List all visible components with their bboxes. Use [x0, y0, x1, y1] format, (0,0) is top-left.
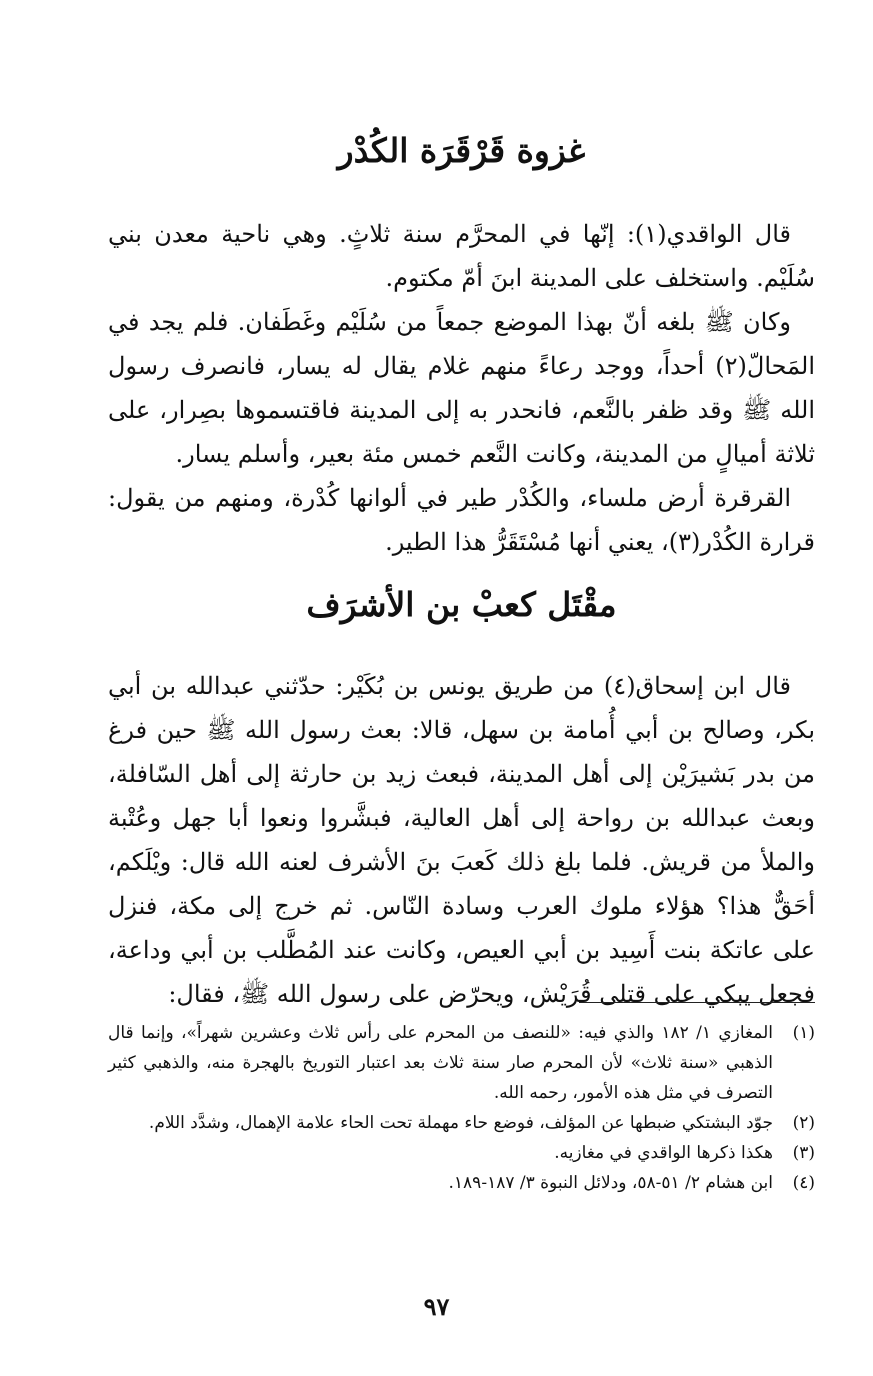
footnote-number: (٢) — [792, 1113, 815, 1133]
footnotes — [108, 1018, 815, 1198]
footnote-item — [108, 1138, 815, 1168]
section-body-qarqarat-al-kudr — [108, 212, 815, 564]
paragraph: وكان ﷺ بلغه أنّ بهذا الموضع جمعاً من سُلَيْم وغَطَفان. فلم يجد في المَحالّ(٢) أحداً، ووجد رعاءً منهم غلام يقال له يسار، فانصرف رسول الله ﷺ وقد ظفر بالنَّعم، فانحدر به إلى المدينة فاقتسموها بصِرار، على ثلاثة أميالٍ من المدينة، وكانت النَّعم خمس مئة بعير، وأسلم يسار. — [108, 308, 815, 468]
footnote-divider — [579, 1002, 815, 1003]
footnote-text: هكذا ذكرها الواقدي في مغازيه. — [554, 1143, 773, 1163]
page-number: ٩٧ — [423, 1292, 450, 1321]
footnote-item — [108, 1018, 815, 1108]
footnote-text: ابن هشام ٢/ ٥١-٥٨، ودلائل النبوة ٣/ ١٨٧-١٨٩. — [448, 1173, 773, 1193]
section-body-kaab-bin-al-ashraf — [108, 664, 815, 1016]
footnote-item — [108, 1168, 815, 1198]
footnote-item — [108, 1108, 815, 1138]
section-title-kaab-bin-al-ashraf: مقْتَل كعبْ بن الأشرَف — [306, 585, 617, 624]
paragraph: القرقرة أرض ملساء، والكُدْر طير في ألوانها كُدْرة، ومنهم من يقول: قرارة الكُدْر(٣)، يعني أنها مُسْتَقَرُّ هذا الطير. — [108, 484, 815, 556]
section-title-qarqarat-al-kudr: غزوة قَرْقَرَة الكُدْر — [337, 131, 586, 170]
footnote-number: (٤) — [792, 1173, 815, 1193]
footnote-text: المغازي ١/ ١٨٢ والذي فيه: «للنصف من المحرم على رأس ثلاث وعشرين شهراً»، وإنما قال الذهبي «سنة ثلاث» لأن المحرم صار سنة ثلاث بعد اعتبار التوريخ بالهجرة منه، والذهبي كثير التصرف في مثل هذه الأمور، رحمه الله. — [108, 1023, 773, 1103]
paragraph: قال ابن إسحاق(٤) من طريق يونس بن بُكَيْر: حدّثني عبدالله بن أبي بكر، وصالح بن أبي أُمامة بن سهل، قالا: بعث رسول الله ﷺ حين فرغ من بدر بَشيرَيْن إلى أهل المدينة، فبعث زيد بن حارثة إلى أهل السّافلة، وبعث عبدالله بن رواحة إلى أهل العالية، فبشَّروا ونعوا أبا جهل وعُتْبة والملأ من قريش. فلما بلغ ذلك كَعبَ بنَ الأشرف لعنه الله قال: ويْلَكم، أحَقٌّ هذا؟ هؤلاء ملوك العرب وسادة النّاس. ثم خرج إلى مكة، فنزل على عاتكة بنت أَسِيد بن أبي العيص، وكانت عند المُطَّلب بن أبي وداعة، فجعل يبكي على قتلى قُرَيْش، ويحرّض على رسول الله ﷺ، فقال: — [108, 672, 816, 1008]
footnote-text: جوّد البشتكي ضبطها عن المؤلف، فوضع حاء مهملة تحت الحاء علامة الإهمال، وشدَّد اللام. — [148, 1113, 773, 1133]
paragraph: قال الواقدي(١): إنّها في المحرَّم سنة ثلاثٍ. وهي ناحية معدن بني سُلَيْم. واستخلف على المدينة ابنَ أمّ مكتوم. — [108, 220, 815, 292]
footnote-number: (١) — [792, 1023, 815, 1043]
footnote-number: (٣) — [792, 1143, 815, 1163]
